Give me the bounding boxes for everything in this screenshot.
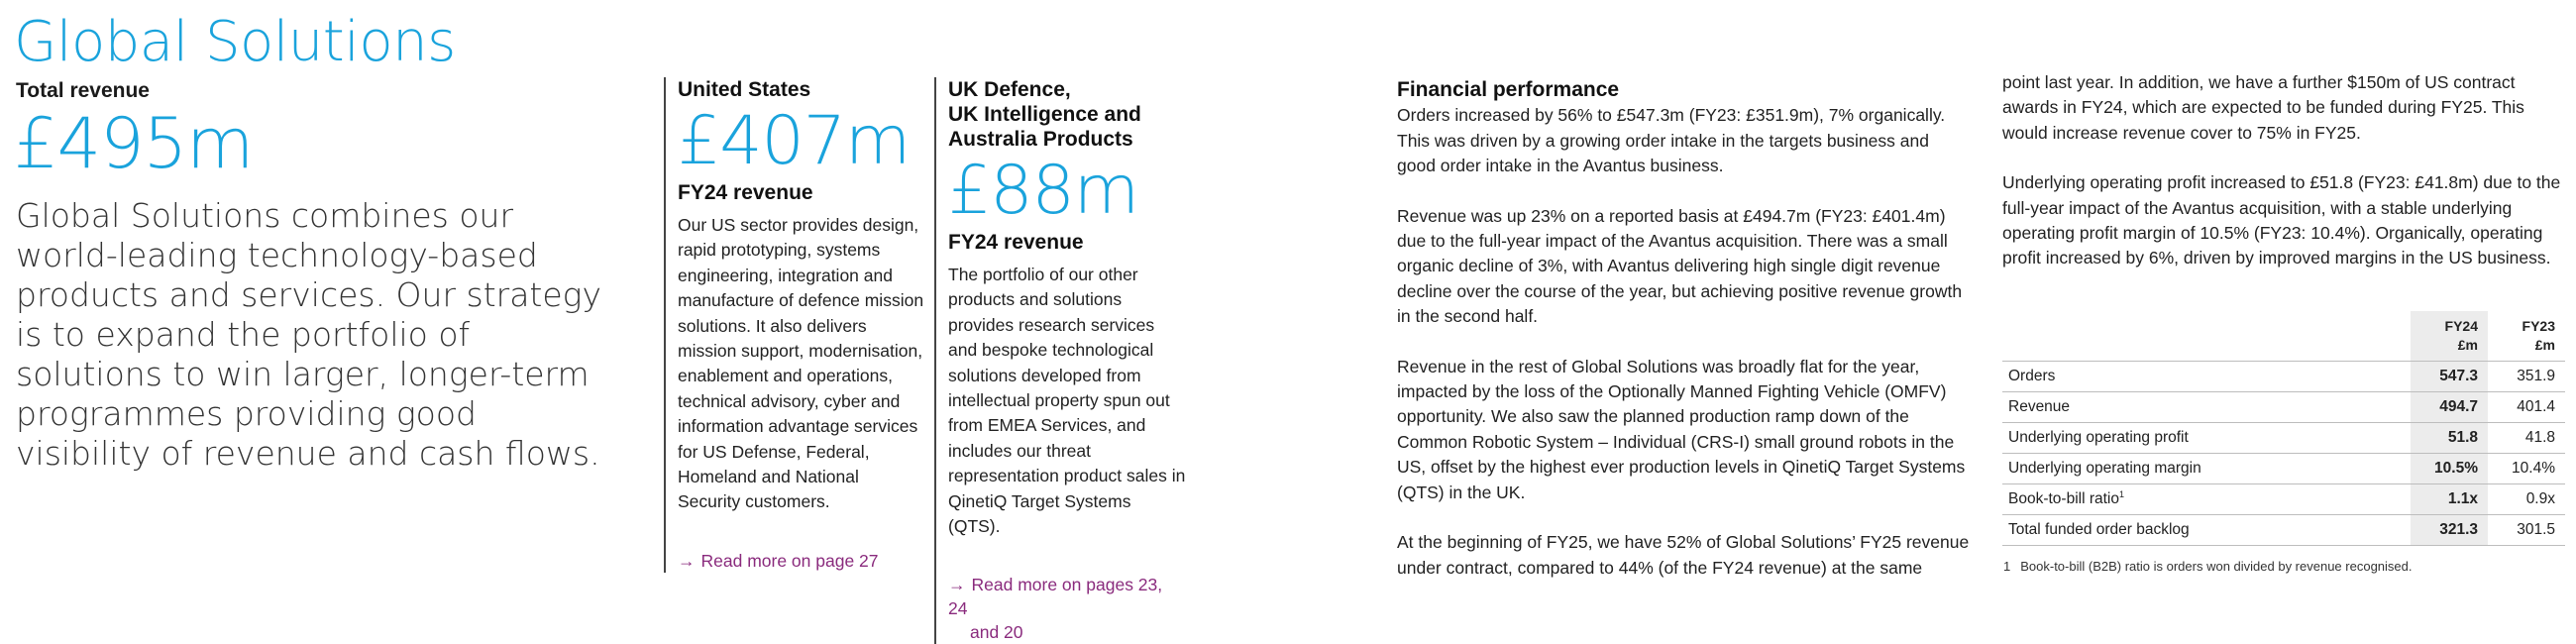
table-header-fy24: FY24 £m bbox=[2411, 311, 2488, 362]
sector-name: United States bbox=[678, 78, 811, 101]
read-more-link[interactable] bbox=[678, 549, 925, 573]
row-fy24-value: 494.7 bbox=[2411, 392, 2488, 423]
paragraph-us-awards: point last year. In addition, we have a further $150m of US contract awards in FY24, which are expected to be funded during FY25. This would increase revenue cover to 75% in FY25. bbox=[2002, 72, 2524, 143]
table-header-fy23: FY23 £m bbox=[2488, 311, 2565, 362]
paragraph-revenue: Revenue was up 23% on a reported basis at £494.7m (FY23: £401.4m) due to the full-year impact of the Avantus acquisition. There was a small organic decline of 3%, with Avantus delivering high single digit revenue decline over the course of the year, but achieving positive revenue growth in the second half. bbox=[1397, 205, 1963, 327]
paragraph-fy25-cover: At the beginning of FY25, we have 52% of Global Solutions’ FY25 revenue under contract, compared to 44% (of the FY24 revenue) at the same bbox=[1397, 532, 1970, 578]
row-label: Total funded order backlog bbox=[2002, 515, 2411, 546]
financial-performance-heading: Financial performance bbox=[1397, 78, 1620, 101]
row-fy24-value: 547.3 bbox=[2411, 362, 2488, 392]
row-label bbox=[2002, 484, 2411, 515]
sector-name-line: Australia Products bbox=[948, 128, 1133, 151]
table-header-blank bbox=[2002, 311, 2411, 362]
row-label: Underlying operating margin bbox=[2002, 454, 2411, 484]
read-more-label: and 20 bbox=[970, 622, 1023, 643]
row-fy23-value: 10.4% bbox=[2488, 454, 2565, 484]
row-fy24-value: 1.1x bbox=[2411, 484, 2488, 515]
row-fy24-value: 321.3 bbox=[2411, 515, 2488, 546]
sector-revenue-value: £88m bbox=[948, 152, 1139, 230]
paragraph-rest-of-gs: Revenue in the rest of Global Solutions was broadly flat for the year, impacted by the loss of the Optionally Manned Fighting Vehicle (OMFV) opportunity. We also saw the planned production ramp down of the Common Robotic System – Individual (CRS-I) small ground robots in the US, offset by the highest ever production levels in QinetiQ Target Systems (QTS) in the UK. bbox=[1397, 356, 1966, 502]
sector-revenue-label: FY24 revenue bbox=[678, 181, 813, 204]
row-label-text: Book-to-bill ratio bbox=[2008, 490, 2119, 508]
row-fy23-value: 351.9 bbox=[2488, 362, 2565, 392]
footnote-marker: 1 bbox=[2119, 489, 2125, 500]
financial-performance-column-1 bbox=[1397, 77, 1972, 605]
arrow-right-icon: → bbox=[678, 550, 696, 571]
arrow-right-icon: → bbox=[948, 575, 966, 595]
table-header-row bbox=[2002, 311, 2565, 362]
footnote-number: 1 bbox=[2003, 559, 2011, 574]
total-revenue-label: Total revenue bbox=[16, 79, 150, 102]
sector-name bbox=[948, 77, 1186, 152]
row-fy23-value: 41.8 bbox=[2488, 423, 2565, 454]
paragraph-orders: Orders increased by 56% to £547.3m (FY23: £351.9m), 7% organically. This was driven by a growing order intake in the targets business and good order intake in the Avantus business. bbox=[1397, 105, 1946, 176]
sector-description: Our US sector provides design, rapid prototyping, systems engineering, integration and manufacture of defence mission solutions. It also delivers mission support, modernisation, enablement and operations, technical advisory, cyber and information advantage services for US Defense, Federal, Homeland and National Security customers. bbox=[678, 215, 924, 512]
row-fy23-value: 0.9x bbox=[2488, 484, 2565, 515]
sector-description: The portfolio of our other products and solutions provides research services and bespoke technological solutions developed from intellectual property spun out from EMEA Services, and includes our threat representation product sales in QinetiQ Target Systems (QTS). bbox=[948, 265, 1186, 537]
row-label: Orders bbox=[2002, 362, 2411, 392]
table-row bbox=[2002, 423, 2565, 454]
row-fy23-value: 401.4 bbox=[2488, 392, 2565, 423]
table-footnote bbox=[2003, 559, 2412, 574]
read-more-label: Read more on pages 23, 24 bbox=[948, 575, 1163, 619]
read-more-link[interactable] bbox=[948, 573, 1186, 644]
sector-name-line: UK Defence, bbox=[948, 78, 1071, 101]
table-row bbox=[2002, 362, 2565, 392]
sector-revenue-value: £407m bbox=[678, 102, 911, 180]
row-label: Revenue bbox=[2002, 392, 2411, 423]
paragraph-operating-profit: Underlying operating profit increased to £51.8 (FY23: £41.8m) due to the full-year impact of the Avantus acquisition, with a stable underlying operating profit margin of 10.5% (FY23: 10.4%). Organically, operating profit increased by 6%, driven by improved margins in the US business. bbox=[2002, 172, 2561, 268]
read-more-label: Read more on page 27 bbox=[700, 550, 879, 571]
row-fy24-value: 10.5% bbox=[2411, 454, 2488, 484]
intro-text: Global Solutions combines our world-leading technology-based products and services. Our strategy is to expand the portfolio of solutions to win larger, longer-term programmes providing good visibility of revenue and cash flows. bbox=[16, 196, 602, 473]
section-title: Global Solutions bbox=[14, 10, 456, 74]
financial-kpi-table bbox=[2002, 311, 2565, 546]
financial-performance-column-2 bbox=[2002, 70, 2567, 296]
row-fy23-value: 301.5 bbox=[2488, 515, 2565, 546]
table-row bbox=[2002, 484, 2565, 515]
footnote-text: Book-to-bill (B2B) ratio is orders won divided by revenue recognised. bbox=[2020, 559, 2413, 574]
sector-name-line: UK Intelligence and bbox=[948, 103, 1141, 126]
table-row bbox=[2002, 392, 2565, 423]
sector-uk-defence bbox=[934, 77, 1186, 644]
table-row bbox=[2002, 515, 2565, 546]
sector-revenue-label: FY24 revenue bbox=[948, 231, 1084, 254]
total-revenue-value: £495m bbox=[14, 103, 254, 184]
row-label: Underlying operating profit bbox=[2002, 423, 2411, 454]
sector-united-states bbox=[664, 77, 925, 573]
row-fy24-value: 51.8 bbox=[2411, 423, 2488, 454]
table-row bbox=[2002, 454, 2565, 484]
